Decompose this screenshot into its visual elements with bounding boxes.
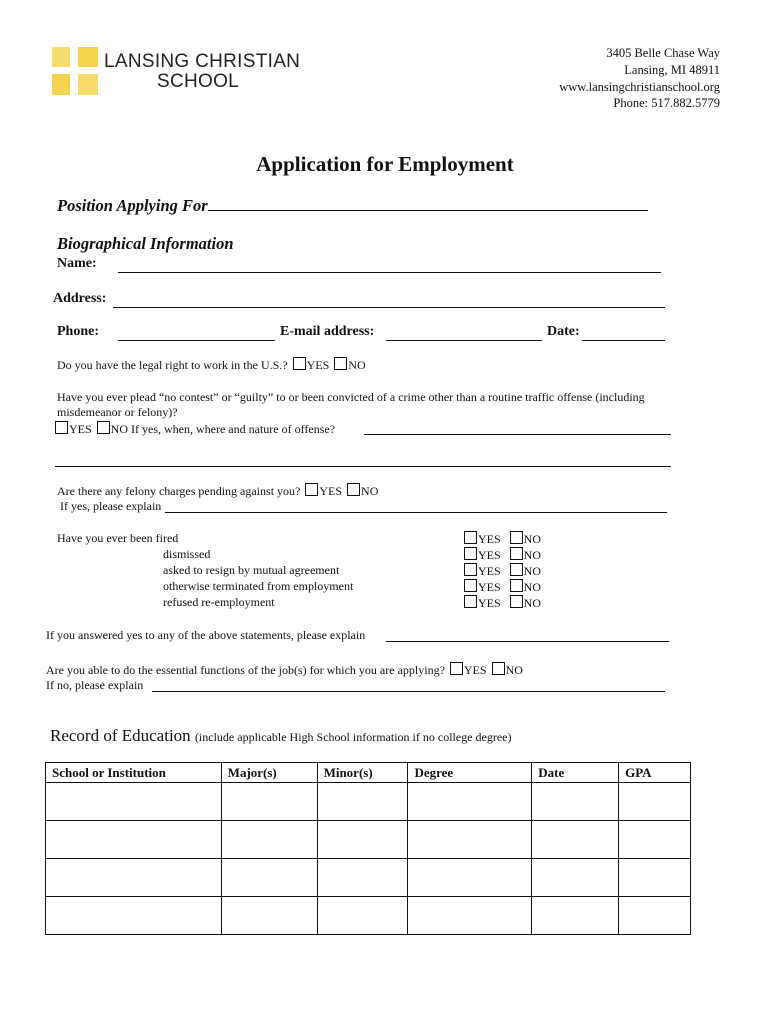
refused-choices — [462, 595, 541, 611]
fired-yes-checkbox[interactable] — [464, 531, 477, 544]
table-cell[interactable] — [221, 859, 317, 897]
no-label: NO — [110, 422, 129, 436]
table-cell[interactable] — [408, 783, 532, 821]
yes-label: YES — [478, 564, 501, 578]
crime-explain-field-2[interactable] — [55, 466, 671, 467]
legal-yes-checkbox[interactable] — [293, 357, 306, 370]
terminated-choices — [462, 579, 541, 595]
email-field[interactable] — [386, 340, 542, 341]
table-cell[interactable] — [619, 783, 691, 821]
table-cell[interactable] — [408, 897, 532, 935]
legal-no-checkbox[interactable] — [334, 357, 347, 370]
resign-yes-checkbox[interactable] — [464, 563, 477, 576]
col-major: Major(s) — [221, 763, 317, 783]
no-label: NO — [523, 580, 542, 594]
yes-label: YES — [478, 532, 501, 546]
table-cell[interactable] — [46, 859, 222, 897]
col-minor: Minor(s) — [317, 763, 408, 783]
table-cell[interactable] — [221, 783, 317, 821]
address-city: Lansing, MI 48911 — [624, 63, 720, 77]
above-explain-label: If you answered yes to any of the above statements, please explain — [46, 628, 366, 642]
table-cell[interactable] — [619, 859, 691, 897]
yes-label: YES — [478, 580, 501, 594]
legal-right-question: Do you have the legal right to work in the U.S.? — [57, 358, 288, 372]
col-gpa: GPA — [619, 763, 691, 783]
table-cell[interactable] — [221, 821, 317, 859]
table-row — [46, 783, 691, 821]
education-heading: Record of Education — [50, 726, 191, 745]
above-explain-field[interactable] — [386, 641, 669, 642]
crime-explain-label: If yes, when, where and nature of offense? — [131, 422, 336, 436]
yes-label: YES — [478, 548, 501, 562]
crime-yes-checkbox[interactable] — [55, 421, 68, 434]
essential-explain-label: If no, please explain — [46, 678, 144, 692]
yes-label: YES — [69, 422, 92, 436]
felony-yes-checkbox[interactable] — [305, 483, 318, 496]
resign-no-checkbox[interactable] — [510, 563, 523, 576]
table-cell[interactable] — [532, 897, 619, 935]
email-label: E-mail address: — [280, 324, 375, 339]
table-cell[interactable] — [317, 859, 408, 897]
essential-row — [46, 662, 523, 678]
dismissed-yes-checkbox[interactable] — [464, 547, 477, 560]
dismissed-no-checkbox[interactable] — [510, 547, 523, 560]
crime-no-checkbox[interactable] — [97, 421, 110, 434]
no-label: NO — [361, 484, 379, 498]
col-degree: Degree — [408, 763, 532, 783]
table-cell[interactable] — [532, 783, 619, 821]
col-date: Date — [532, 763, 619, 783]
address-phone: Phone: 517.882.5779 — [613, 96, 720, 110]
essential-no-checkbox[interactable] — [492, 662, 505, 675]
felony-explain-field[interactable] — [165, 512, 667, 513]
yes-label: YES — [306, 358, 330, 372]
school-logo-mark — [52, 47, 98, 95]
no-label: NO — [523, 532, 542, 546]
phone-label: Phone: — [57, 324, 99, 339]
felony-no-checkbox[interactable] — [347, 483, 360, 496]
table-cell[interactable] — [619, 897, 691, 935]
essential-yes-checkbox[interactable] — [450, 662, 463, 675]
felony-question: Are there any felony charges pending against you? — [57, 484, 301, 498]
date-field[interactable] — [582, 340, 665, 341]
table-cell[interactable] — [619, 821, 691, 859]
yes-label: YES — [319, 484, 343, 498]
yes-label: YES — [478, 596, 501, 610]
date-label: Date: — [547, 324, 580, 339]
education-header-row — [46, 763, 691, 783]
refused-yes-checkbox[interactable] — [464, 595, 477, 608]
table-cell[interactable] — [532, 821, 619, 859]
table-cell[interactable] — [532, 859, 619, 897]
table-cell[interactable] — [46, 821, 222, 859]
table-row — [46, 859, 691, 897]
position-label: Position Applying For — [57, 196, 208, 215]
position-field[interactable] — [208, 210, 648, 211]
crime-row — [53, 421, 335, 437]
no-label: NO — [523, 596, 542, 610]
refused-no-checkbox[interactable] — [510, 595, 523, 608]
bio-heading: Biographical Information — [57, 234, 234, 253]
crime-question-line1: Have you ever plead “no contest” or “guilty” to or been convicted of a crime other than a routine traffic offense (including — [57, 390, 645, 404]
address-web: www.lansingchristianschool.org — [559, 80, 720, 94]
fired-option-dismissed: dismissed — [163, 547, 211, 561]
table-cell[interactable] — [46, 897, 222, 935]
address-street: 3405 Belle Chase Way — [606, 46, 720, 60]
fired-option-terminated: otherwise terminated from employment — [163, 579, 354, 593]
felony-row — [57, 483, 378, 499]
table-cell[interactable] — [221, 897, 317, 935]
fired-option-refused: refused re-employment — [163, 595, 275, 609]
terminated-no-checkbox[interactable] — [510, 579, 523, 592]
col-school: School or Institution — [46, 763, 222, 783]
name-field[interactable] — [118, 272, 661, 273]
no-label: NO — [348, 358, 366, 372]
education-note: (include applicable High School information if no college degree) — [194, 730, 512, 744]
fired-option-resign: asked to resign by mutual agreement — [163, 563, 340, 577]
phone-field[interactable] — [118, 340, 275, 341]
essential-explain-field[interactable] — [152, 691, 665, 692]
legal-right-row — [57, 357, 366, 373]
felony-explain-label: If yes, please explain — [60, 499, 162, 513]
no-label: NO — [505, 663, 523, 677]
no-label: NO — [523, 564, 542, 578]
yes-label: YES — [463, 663, 487, 677]
fired-question: Have you ever been fired — [57, 531, 179, 545]
crime-explain-field[interactable] — [364, 434, 671, 435]
table-cell[interactable] — [317, 783, 408, 821]
dismissed-choices — [462, 547, 541, 563]
education-table — [45, 762, 691, 935]
name-label: Name: — [57, 256, 97, 271]
table-cell[interactable] — [317, 897, 408, 935]
address-field[interactable] — [113, 307, 665, 308]
page-title: Application for Employment — [256, 152, 514, 176]
table-cell[interactable] — [317, 821, 408, 859]
fired-fired-choices — [462, 531, 541, 547]
address-label: Address: — [53, 291, 107, 306]
logo-text-line1: LANSING CHRISTIAN — [104, 51, 301, 72]
table-row — [46, 821, 691, 859]
position-row — [57, 196, 648, 216]
crime-question-line2: misdemeanor or felony)? — [57, 405, 178, 419]
table-cell[interactable] — [46, 783, 222, 821]
resign-choices — [462, 563, 541, 579]
essential-question: Are you able to do the essential functions of the job(s) for which you are applying? — [46, 663, 445, 677]
education-heading-row — [50, 726, 512, 746]
table-cell[interactable] — [408, 859, 532, 897]
table-cell[interactable] — [408, 821, 532, 859]
fired-no-checkbox[interactable] — [510, 531, 523, 544]
terminated-yes-checkbox[interactable] — [464, 579, 477, 592]
no-label: NO — [523, 548, 542, 562]
table-row — [46, 897, 691, 935]
logo-text-line2: SCHOOL — [157, 71, 240, 92]
